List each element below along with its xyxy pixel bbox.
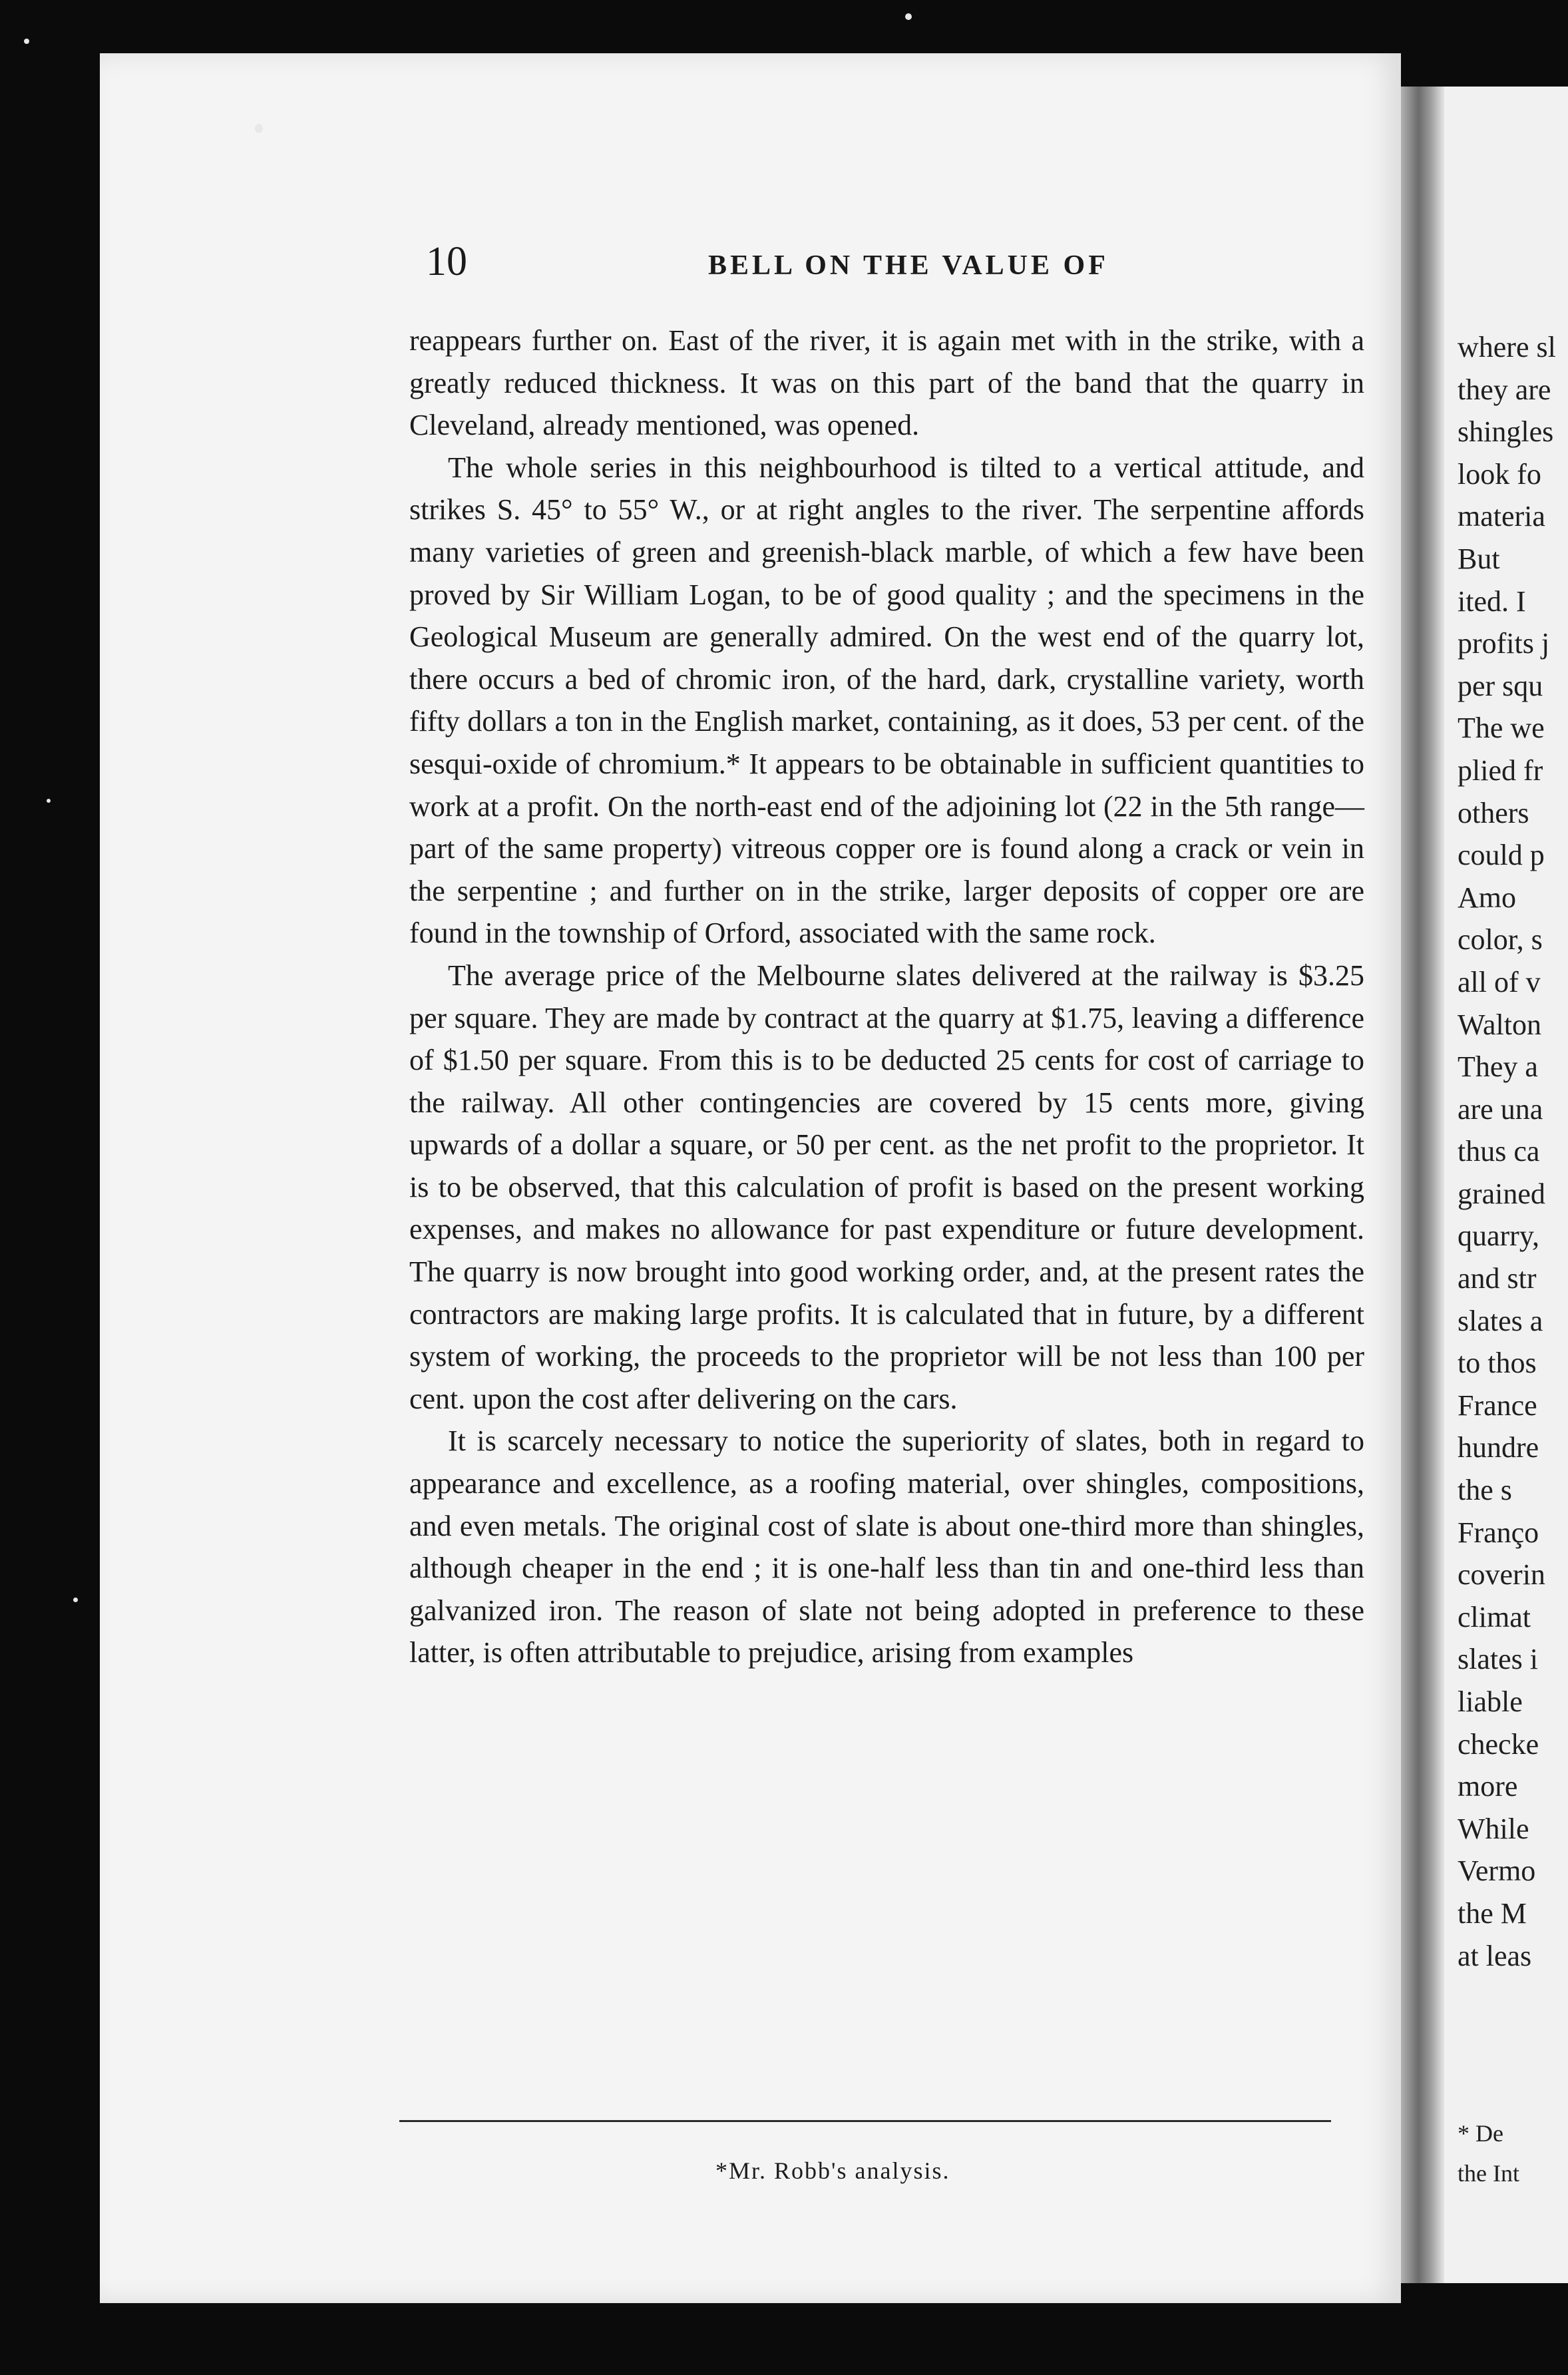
- next-page-line: slates a: [1458, 1304, 1543, 1337]
- next-page-line: ited. I: [1458, 584, 1526, 618]
- paragraph: reappears further on. East of the river, it is again met with in the strike, with a greatly reduced thickness. It was on this part of the band that the quarry in Cleveland, already mentioned, was opened.: [409, 324, 1364, 442]
- paragraph: It is scarcely necessary to notice the superiority of slates, both in regard to appearance and excellence, as a roofing material, over shingles, compositions, and even metals. The original cost of slate is about one-third more than shingles, although cheaper in the end ; it is one-half less than tin and one-third less than galvanized iron. The reason of slate not being adopted in preference to these latter, is often attributable to prejudice, arising from examples: [409, 1424, 1364, 1669]
- next-page-line: per squ: [1458, 669, 1543, 702]
- next-page-line: plied fr: [1458, 754, 1543, 787]
- paragraph: The average price of the Melbourne slates delivered at the railway is $3.25 per square. They are made by contract at the quarry at $1.75, leaving a difference of $1.50 per square. From this is to be deducted 25 cents for cost of carriage to the railway. All other contingencies are covered by 15 cents more, giving upwards of a dollar a square, or 50 per cent. as the net profit to the proprietor. It is to be observed, that this calculation of profit is based on the present working expenses, and makes no allowance for past expenditure or future development. The quarry is now brought into good working order, and, at the present rates the contractors are making large profits. It is calculated that in future, by a different system of working, the proceeds to the proprietor will be not less than 100 per cent. upon the cost after delivering on the cars.: [409, 959, 1364, 1415]
- next-page-line: others: [1458, 796, 1529, 829]
- next-page-line: grained: [1458, 1177, 1545, 1210]
- next-page-line: France: [1458, 1389, 1537, 1422]
- next-page-line: quarry,: [1458, 1219, 1539, 1253]
- next-page-line: They a: [1458, 1050, 1538, 1084]
- dust-speck: [73, 1598, 78, 1602]
- next-page-line: the s: [1458, 1474, 1512, 1507]
- next-page-line: all of v: [1458, 965, 1541, 998]
- next-page-line: Vermo: [1458, 1854, 1536, 1888]
- next-page-line: more: [1458, 1770, 1518, 1803]
- dust-speck: [47, 799, 51, 803]
- next-page-line: materia: [1458, 500, 1545, 533]
- running-title: BELL ON THE VALUE OF: [708, 250, 1109, 281]
- next-page-line: look fo: [1458, 457, 1541, 491]
- next-page-line: to thos: [1458, 1347, 1537, 1380]
- dust-speck: [905, 13, 912, 20]
- next-page-line: slates i: [1458, 1643, 1538, 1676]
- body-text: [409, 320, 1364, 1674]
- page-number: 10: [426, 239, 467, 284]
- next-page-line: coverin: [1458, 1558, 1545, 1592]
- next-page-line: shingles: [1458, 415, 1554, 449]
- next-page-footnote-line: the Int: [1458, 2160, 1519, 2187]
- next-page-line: profits j: [1458, 627, 1550, 660]
- next-page-line: But: [1458, 542, 1500, 575]
- next-page-line: thus ca: [1458, 1135, 1540, 1168]
- next-page-line: Amo: [1458, 881, 1516, 914]
- next-page-text: [1458, 326, 1568, 1977]
- next-page-line: Walton: [1458, 1008, 1541, 1041]
- next-page-line: and str: [1458, 1262, 1537, 1295]
- next-page-line: climat: [1458, 1600, 1531, 1633]
- next-page-line: checke: [1458, 1727, 1539, 1761]
- next-page-line: are una: [1458, 1092, 1543, 1126]
- footnote: *Mr. Robb's analysis.: [715, 2157, 950, 2184]
- dust-speck: [255, 124, 263, 133]
- dust-speck: [24, 39, 29, 44]
- next-page-line: could p: [1458, 839, 1545, 872]
- footnote-rule: [399, 2120, 1331, 2122]
- book-gutter: [1398, 87, 1444, 2283]
- next-page-line: While: [1458, 1812, 1529, 1845]
- next-page-line: color, s: [1458, 923, 1543, 957]
- next-page-line: hundre: [1458, 1431, 1539, 1464]
- next-page-line: The we: [1458, 712, 1545, 745]
- next-page-footnote-line: * De: [1458, 2120, 1503, 2147]
- paragraph: The whole series in this neighbourhood is tilted to a vertical attitude, and strikes S. 45° to 55° W., or at right angles to the river. The serpentine affords many varieties of green and greenish-black marble, of which a few have been proved by Sir William Logan, to be of good quality ; and the specimens in the Geological Museum are generally admired. On the west end of the quarry lot, there occurs a bed of chromic iron, of the hard, dark, crystalline variety, worth fifty dollars a ton in the English market, containing, as it does, 53 per cent. of the sesqui-oxide of chromium.* It appears to be obtainable in sufficient quantities to work at a profit. On the north-east end of the adjoining lot (22 in the 5th range—part of the same property) vitreous copper ore is found along a crack or vein in the serpentine ; and further on in the strike, larger deposits of copper ore are found in the township of Orford, associated with the same rock.: [409, 451, 1364, 950]
- next-page-line: the M: [1458, 1896, 1527, 1930]
- next-page-line: liable: [1458, 1685, 1523, 1718]
- next-page-line: at leas: [1458, 1939, 1532, 1972]
- next-page-line: they are: [1458, 373, 1551, 406]
- next-page-footnote: [1458, 2113, 1568, 2193]
- next-page-line: Franço: [1458, 1516, 1539, 1549]
- next-page-line: where sl: [1458, 331, 1556, 363]
